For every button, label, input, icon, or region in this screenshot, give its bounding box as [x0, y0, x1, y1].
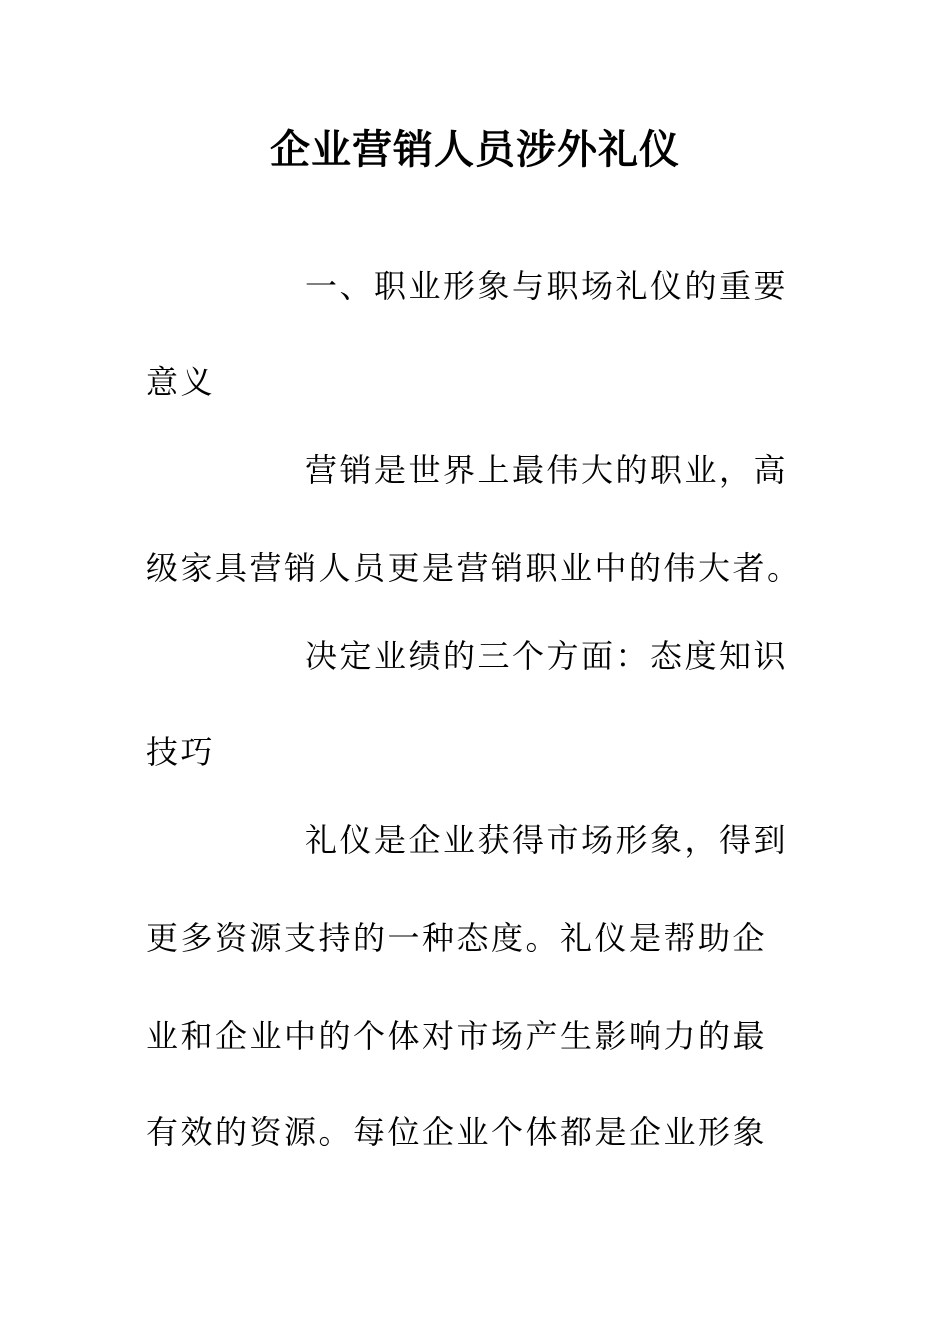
paragraph-line: 技巧 — [146, 733, 216, 771]
paragraph-line: 决定业绩的三个方面：态度知识 — [305, 637, 789, 675]
document-title: 企业营销人员涉外礼仪 — [270, 126, 680, 173]
paragraph-line: 业和企业中的个体对市场产生影响力的最 — [146, 1017, 768, 1055]
heading-line-continued: 意义 — [146, 363, 216, 401]
paragraph-line: 更多资源支持的一种态度。礼仪是帮助企 — [146, 919, 768, 957]
paragraph-line: 营销是世界上最伟大的职业，高 — [305, 451, 789, 489]
paragraph-line: 级家具营销人员更是营销职业中的伟大者。 — [146, 549, 802, 587]
paragraph-line: 礼仪是企业获得市场形象，得到 — [305, 821, 789, 859]
heading-line: 一、职业形象与职场礼仪的重要 — [305, 267, 789, 305]
paragraph-line: 有效的资源。每位企业个体都是企业形象 — [146, 1113, 768, 1151]
